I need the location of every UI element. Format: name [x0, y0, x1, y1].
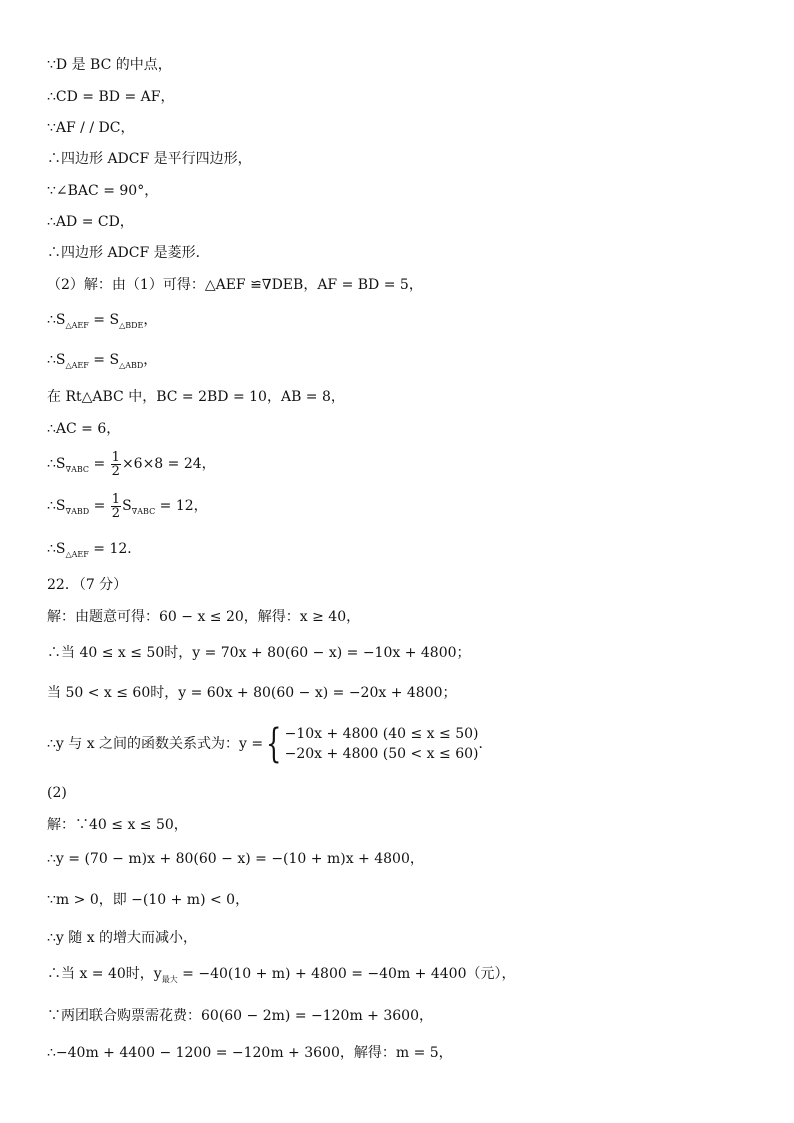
- line-4: ∴四边形 ADCF 是平行四边形，: [47, 151, 252, 167]
- line-14: $\therefore S_{\nabla ABD}$ = $\frac{1}{2}$ $S_{\nabla ABC} = 12$，: [47, 491, 208, 521]
- fraction-half: $\frac{1}{2}$: [111, 449, 120, 479]
- line-18: ∴当 40 ≤ x ≤ 50时，y = 70x + 80(60 − x) = −10x + 4800；: [47, 645, 471, 661]
- line-8: （2）解：由（1）可得：△AEF ≌∇DEB，AF = BD = 5，: [47, 277, 423, 293]
- fraction-half: $\frac{1}{2}$: [111, 491, 121, 521]
- line-23: ∴y = (70 − m)x + 80(60 − x) = −(10 + m)x + 4800，: [47, 851, 424, 867]
- line-1: ∵D 是 BC 的中点，: [47, 57, 172, 73]
- left-brace: {: [266, 721, 282, 767]
- piecewise-cases: −10x + 4800 (40 ≤ x ≤ 50) −20x + 4800 (50 < x ≤ 60): [284, 726, 479, 762]
- line-13: $\therefore S_{\nabla ABC}$ = $\frac{1}{2}$ ×6×8 = 24，: [47, 449, 216, 479]
- line-19: 当 50 < x ≤ 60时，y = 60x + 80(60 − x) = −20x + 4800；: [47, 685, 457, 701]
- line-25: ∴y 随 x 的增大而减小，: [47, 930, 198, 946]
- line-12: ∴AC = 6，: [47, 421, 121, 437]
- line-20: ∴y 与 x 之间的函数关系式为：y ={ −10x + 4800 (40 ≤ x ≤ 50) −20x + 4800 (50 < x ≤ 60) ．: [47, 721, 493, 767]
- line-28: ∴−40m + 4400 − 1200 = −120m + 3600，解得：m = 5，: [47, 1045, 453, 1061]
- line-21: (2): [47, 785, 67, 801]
- line-10: $\therefore S_{\triangle AEF} = S_{\triangle ABD}$，: [47, 352, 158, 370]
- line-17: 解：由题意可得：60 − x ≤ 20，解得：x ≥ 40，: [47, 609, 361, 625]
- line-11: 在 Rt△ABC 中，BC = 2BD = 10，AB = 8，: [47, 389, 345, 405]
- line-2: ∴CD = BD = AF，: [47, 89, 175, 105]
- line-5: ∵∠BAC = 90°，: [47, 183, 159, 199]
- line-3: ∵AF / / DC，: [47, 120, 135, 136]
- line-6: ∴AD = CD，: [47, 214, 134, 230]
- line-27: ∵两团联合购票需花费：60(60 − 2m) = −120m + 3600，: [47, 1008, 433, 1024]
- line-22: 解：∵40 ≤ x ≤ 50，: [47, 817, 188, 833]
- line-16: 22．（7 分）: [47, 577, 128, 593]
- line-15: $\therefore S_{\triangle AEF} = 12$．: [47, 541, 142, 559]
- line-9: $\therefore S_{\triangle AEF} = S_{\triangle BDE}$，: [47, 312, 158, 330]
- line-26: ∴当 x = 40时，$y_{最大} = -40(10 + m) + 4800 = -40m + 4400$（元），: [47, 966, 516, 984]
- line-24: ∵m > 0，即 −(10 + m) < 0，: [47, 892, 250, 908]
- line-7: ∴四边形 ADCF 是菱形．: [47, 245, 210, 261]
